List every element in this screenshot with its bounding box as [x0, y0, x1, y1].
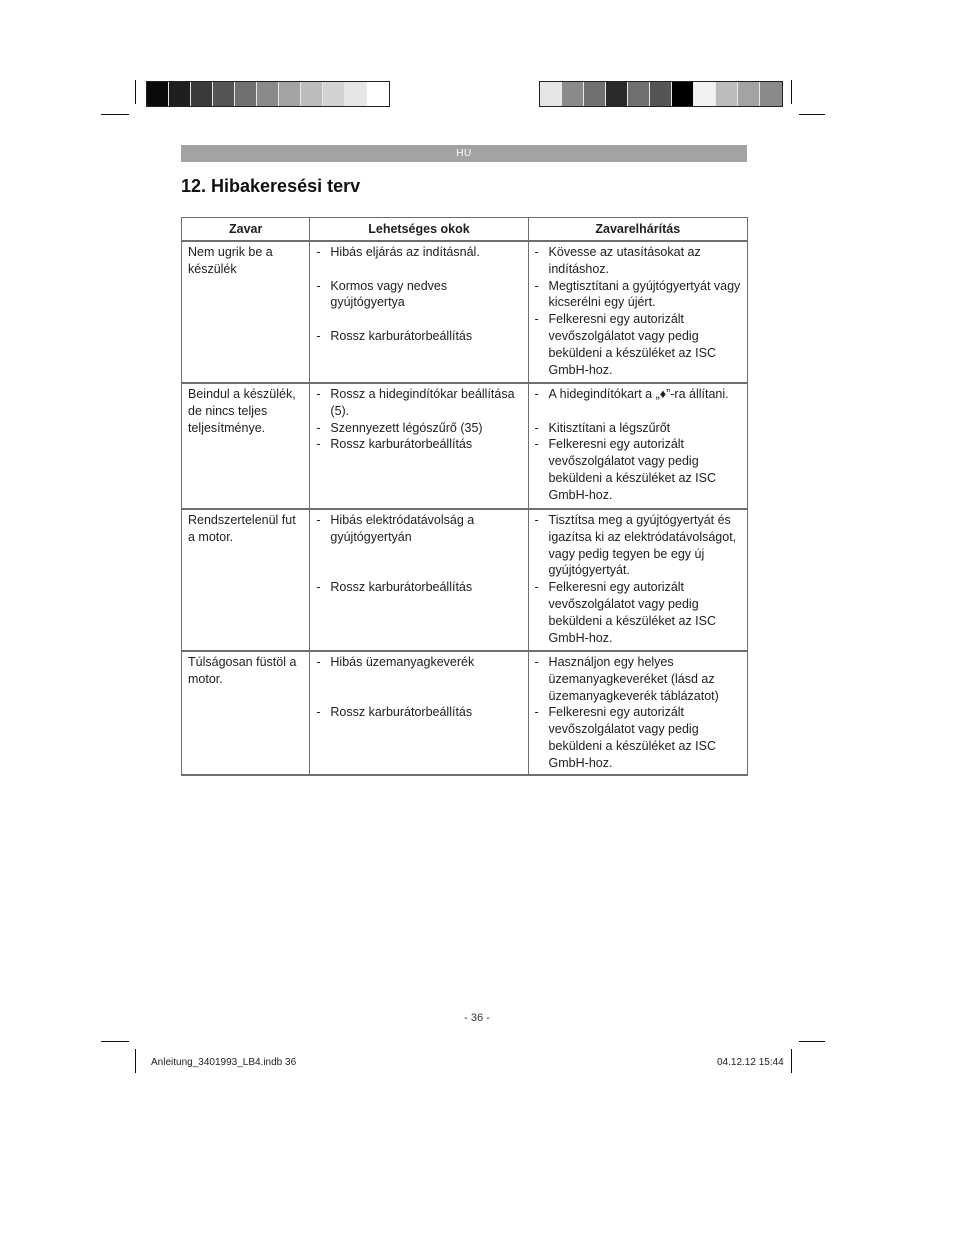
remedies-cell — [528, 509, 747, 651]
causes-cell — [310, 509, 528, 651]
cause-item: - Kormos vagy nedves gyújtógyertya — [316, 278, 448, 310]
color-calibration-bar-right — [539, 81, 783, 107]
remedy-item: - Kövesse az utasításokat az indításhoz. — [534, 245, 701, 276]
remedies-cell — [528, 651, 747, 775]
crop-mark — [135, 1049, 136, 1073]
color-swatch — [323, 82, 345, 106]
table-row — [182, 509, 748, 651]
remedy-item: - Kitisztítani a légszűrőt — [534, 420, 671, 435]
cause-item: - Rossz a hidegindítókar beállítása (5). — [316, 387, 515, 418]
crop-mark — [791, 1049, 792, 1073]
color-swatch — [279, 82, 301, 106]
remedy-item: - Használjon egy helyes üzemanyagkeveréket (lásd az üzemanyagkeverék táblázatot) — [534, 655, 719, 703]
color-swatch — [367, 82, 389, 106]
language-header-bar — [181, 145, 747, 162]
color-swatch — [628, 82, 650, 106]
causes-cell — [310, 241, 528, 383]
remedy-item: - Felkeresni egy autorizált vevőszolgálatot vagy pedig beküldeni a készüléket az ISC GmbH-hoz. — [534, 580, 717, 645]
remedy-item: - Felkeresni egy autorizált vevőszolgálatot vagy pedig beküldeni a készüléket az ISC GmbH-hoz. — [534, 705, 717, 770]
table-row — [182, 241, 748, 383]
cause-item: - Rossz karburátorbeállítás — [316, 580, 473, 595]
color-swatch — [191, 82, 213, 106]
color-swatch — [738, 82, 760, 106]
remedies-cell — [528, 383, 747, 509]
language-code: HU — [456, 148, 472, 159]
crop-mark — [101, 114, 129, 115]
color-swatch — [562, 82, 584, 106]
color-swatch — [540, 82, 562, 106]
cause-item: - Szennyezett légószűrő (35) — [316, 420, 483, 435]
cause-item: - Hibás elektródatávolság a gyújtógyertyán — [316, 513, 475, 544]
cause-item: - Hibás üzemanyagkeverék — [316, 655, 475, 669]
color-swatch — [235, 82, 257, 106]
remedy-item: - Felkeresni egy autorizált vevőszolgálatot vagy pedig beküldeni a készüléket az ISC GmbH-hoz. — [534, 437, 717, 502]
color-swatch — [606, 82, 628, 106]
column-header-remedies: Zavarelhárítás — [528, 218, 747, 242]
cause-item: - Rossz karburátorbeállítás — [316, 437, 473, 452]
crop-mark — [799, 114, 825, 115]
column-header-causes: Lehetséges okok — [310, 218, 528, 242]
fault-cell: Beindul a készülék, de nincs teljes teljesítménye. — [182, 383, 310, 509]
crop-mark — [799, 1041, 825, 1042]
fault-cell: Rendszertelenül fut a motor. — [182, 509, 310, 651]
color-swatch — [584, 82, 606, 106]
print-datetime: 04.12.12 15:44 — [717, 1057, 784, 1068]
print-file-info: Anleitung_3401993_LB4.indb 36 — [151, 1057, 297, 1068]
fault-cell: Túlságosan füstöl a motor. — [182, 651, 310, 775]
color-swatch — [760, 82, 782, 106]
troubleshooting-table — [181, 217, 748, 776]
color-swatch — [257, 82, 279, 106]
color-swatch — [716, 82, 738, 106]
page-number: - 36 - — [464, 1012, 490, 1024]
fault-cell: Nem ugrik be a készülék — [182, 241, 310, 383]
remedy-item: - Megtisztítani a gyújtógyertyát vagy kicserélni egy újért. — [534, 278, 741, 310]
section-title: 12. Hibakeresési terv — [181, 176, 361, 196]
color-swatch — [213, 82, 235, 106]
color-swatch — [694, 82, 716, 106]
table-row — [182, 651, 748, 775]
remedies-cell — [528, 241, 747, 383]
color-swatch — [345, 82, 367, 106]
cause-item: - Rossz karburátorbeállítás — [316, 328, 473, 343]
column-header-fault: Zavar — [182, 218, 310, 242]
color-swatch — [301, 82, 323, 106]
remedy-item: - Tisztítsa meg a gyújtógyertyát és igazítsa ki az elektródatávolságot, vagy pedig tegyen be egy új gyújtógyertyát. — [534, 513, 737, 578]
causes-cell — [310, 651, 528, 775]
color-swatch — [650, 82, 672, 106]
cause-item: - Rossz karburátorbeállítás — [316, 705, 473, 720]
crop-mark — [791, 80, 792, 104]
color-swatch — [169, 82, 191, 106]
crop-mark — [135, 80, 136, 104]
color-swatch — [672, 82, 694, 106]
cause-item: - Hibás eljárás az indításnál. — [316, 245, 480, 259]
remedy-item: - A hidegindítókart a „♦”-ra állítani. — [534, 387, 729, 401]
crop-mark — [101, 1041, 129, 1042]
remedy-item: - Felkeresni egy autorizált vevőszolgálatot vagy pedig beküldeni a készüléket az ISC GmbH-hoz. — [534, 312, 717, 377]
color-calibration-bar-left — [146, 81, 390, 107]
color-swatch — [147, 82, 169, 106]
causes-cell — [310, 383, 528, 509]
table-header-row — [182, 218, 748, 242]
table-row — [182, 383, 748, 509]
